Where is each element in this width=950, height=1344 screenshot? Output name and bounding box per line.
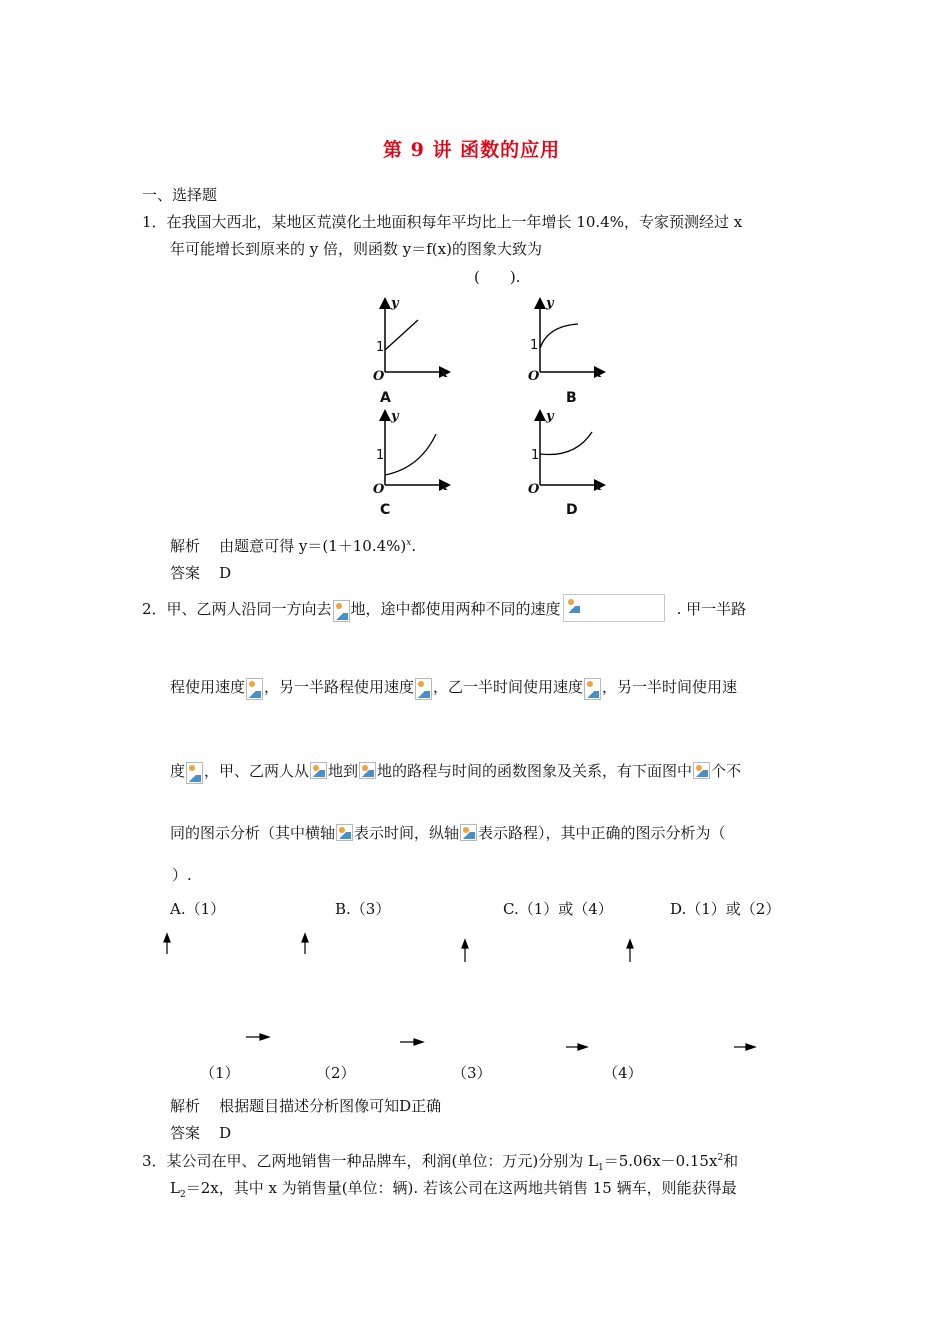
graph-c-label: C xyxy=(380,502,391,518)
graph-c-tick: 1 xyxy=(376,448,385,463)
q2-text: ，另一半时间使用速 xyxy=(602,678,738,696)
broken-image-icon xyxy=(310,762,327,779)
q2-text: 表示时间，纵轴 xyxy=(354,824,460,842)
q3-sub: 2 xyxy=(179,1190,186,1200)
section-heading: 一、选择题 xyxy=(142,186,218,204)
q3-text: L xyxy=(170,1179,180,1197)
graph-b-origin: O xyxy=(528,369,540,384)
q1-answer-value: D xyxy=(219,564,232,582)
q1-analysis-sup: x xyxy=(406,538,412,548)
q1-line-1: 1．在我国大西北，某地区荒漠化土地面积每年平均比上一年增长 10.4%，专家预测经过 x xyxy=(142,213,743,231)
q2-figure-label-4: （4） xyxy=(603,1064,643,1082)
graph-a-y-label: y xyxy=(391,296,399,311)
q1-blank: ( ). xyxy=(474,268,521,286)
q2-text: 地到 xyxy=(328,762,359,780)
graph-b-y-label: y xyxy=(546,296,554,311)
graph-c-y-label: y xyxy=(391,409,399,424)
broken-image-icon xyxy=(415,678,432,700)
graph-a-origin: O xyxy=(373,369,385,384)
broken-image-icon xyxy=(566,597,583,614)
q2-line-1 xyxy=(142,594,746,622)
broken-image-icon xyxy=(336,824,353,841)
q2-option-b: B.（3） xyxy=(335,900,391,918)
q2-figure-fragments xyxy=(150,930,770,1060)
q2-line-5: ）. xyxy=(172,866,192,884)
q3-text: ＝2x，其中 x 为销售量(单位：辆). 若该公司在这两地共销售 15 辆车，则能获得最 xyxy=(185,1179,737,1197)
q2-answer-value: D xyxy=(219,1124,232,1142)
q3-line-1 xyxy=(142,1150,738,1173)
q1-analysis xyxy=(170,535,416,556)
q1-answer-label: 答案 xyxy=(170,564,201,582)
graph-a-label: A xyxy=(380,390,391,406)
q2-text: ，另一半路程使用速度 xyxy=(264,678,415,696)
q2-text: 个不 xyxy=(711,762,742,780)
q2-option-d: D.（1）或（2） xyxy=(670,900,781,918)
broken-image-icon xyxy=(246,678,263,700)
graph-a-tick: 1 xyxy=(376,340,385,355)
q3-text: ＝5.06x－0.15x xyxy=(603,1152,718,1170)
graph-d-label: D xyxy=(566,502,578,518)
broken-image-icon xyxy=(333,600,350,622)
q3-sub: 1 xyxy=(597,1163,604,1173)
q2-option-a: A.（1） xyxy=(170,900,226,918)
q2-line-3 xyxy=(170,760,741,784)
q2-figure-label-2: （2） xyxy=(316,1064,356,1082)
broken-image-icon xyxy=(584,678,601,700)
graph-d-x-label: x xyxy=(594,479,602,494)
q1-analysis-label: 解析 xyxy=(170,537,201,555)
graph-d-tick: 1 xyxy=(531,448,540,463)
q3-text: 3．某公司在甲、乙两地销售一种品牌车，利润(单位：万元)分别为 L xyxy=(142,1152,598,1170)
q2-text: 地，途中都使用两种不同的速度 xyxy=(350,600,561,618)
q1-graphs xyxy=(360,290,620,530)
q1-line-2: 年可能增长到原来的 y 倍，则函数 y＝f(x)的图象大致为 xyxy=(170,240,542,258)
graph-a-x-label: x xyxy=(440,366,448,381)
q2-analysis-text: 根据题目描述分析图像可知D正确 xyxy=(219,1097,442,1115)
q2-text: 2．甲、乙两人沿同一方向去 xyxy=(142,600,332,618)
q3-line-2 xyxy=(170,1177,737,1200)
q2-answer xyxy=(170,1122,231,1143)
q2-analysis-label: 解析 xyxy=(170,1097,201,1115)
q1-analysis-end: . xyxy=(411,537,417,555)
q2-text: 地的路程与时间的函数图象及关系，有下面图中 xyxy=(377,762,693,780)
graph-c-x-label: x xyxy=(440,479,448,494)
broken-image-icon xyxy=(186,762,203,784)
broken-image-icon xyxy=(359,762,376,779)
q3-text: 和 xyxy=(723,1152,739,1170)
broken-image-icon xyxy=(693,762,710,779)
page-title: 第 9 讲 函数的应用 xyxy=(383,139,561,161)
q2-answer-label: 答案 xyxy=(170,1124,201,1142)
broken-image-icon xyxy=(460,824,477,841)
q2-line-4 xyxy=(170,822,726,843)
graph-b-label: B xyxy=(566,390,577,406)
q2-text: 表示路程），其中正确的图示分析为（ xyxy=(478,824,726,842)
q3-sup: 2 xyxy=(717,1153,724,1163)
graph-d-origin: O xyxy=(528,482,540,497)
q2-text: . 甲一半路 xyxy=(676,600,747,618)
graph-b-tick: 1 xyxy=(530,338,539,353)
graph-b-x-label: x xyxy=(594,366,602,381)
q2-text: ，甲、乙两人从 xyxy=(204,762,310,780)
q2-analysis xyxy=(170,1095,441,1116)
q2-text: ，乙一半时间使用速度 xyxy=(433,678,584,696)
graph-d-y-label: y xyxy=(546,409,554,424)
q2-figure-label-1: （1） xyxy=(200,1064,240,1082)
q2-line-2 xyxy=(170,676,737,700)
q2-text: 同的图示分析（其中横轴 xyxy=(170,824,336,842)
q1-answer xyxy=(170,562,231,583)
q1-analysis-text: 由题意可得 y＝(1＋10.4%) xyxy=(219,537,407,555)
broken-image-box xyxy=(563,594,665,622)
q2-text: 度 xyxy=(170,762,186,780)
q2-figure-label-3: （3） xyxy=(452,1064,492,1082)
q2-text: 程使用速度 xyxy=(170,678,246,696)
graph-c-origin: O xyxy=(373,482,385,497)
q2-option-c: C.（1）或（4） xyxy=(503,900,613,918)
